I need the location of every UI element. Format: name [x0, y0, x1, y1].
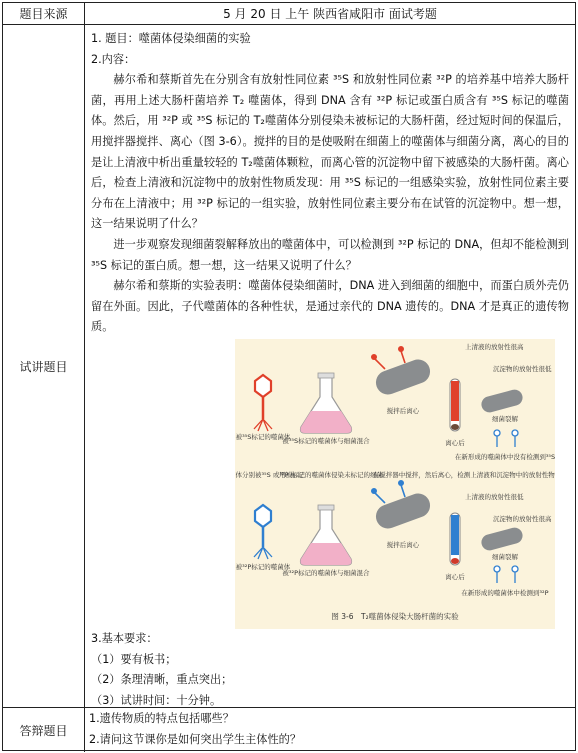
bottom-tube-label: 离心后: [445, 573, 465, 581]
content-label: 2.内容：: [91, 52, 136, 66]
bottom-supernatant-label: 上清液的放射性很低: [465, 493, 524, 501]
bottom-offspring-label: 在新形成的噬菌体中检测到³²P: [461, 589, 549, 597]
requirement-item: （2）条理清晰，重点突出；: [91, 673, 233, 687]
bottom-blend-label: 搅拌后离心: [386, 541, 420, 549]
experiment-figure: [235, 339, 555, 629]
top-blend-label: 搅拌后离心: [386, 407, 420, 415]
bottom-sediment-label: 沉淀物的放射性很高: [493, 515, 552, 523]
trial-row: [3, 25, 575, 708]
middle-mid-label: 用被标记的噬菌体侵染未标记的细菌: [279, 471, 383, 479]
centrifuge-tube-icon: [450, 513, 460, 565]
topic-title: 1. 题目：噬菌体侵染细菌的实验: [91, 32, 251, 45]
bottom-flask-label: 被³²P标记的噬菌体与细菌混合: [282, 569, 370, 577]
trial-content-cell: [85, 25, 575, 707]
top-supernatant-label: 上清液的放射性很高: [465, 343, 524, 351]
defense-question: 2.请问这节课你是如何突出学生主体性的？: [89, 732, 302, 746]
figure-caption: 图 3-6 T₂噬菌体侵染大肠杆菌的实验: [331, 612, 459, 621]
source-row: [3, 3, 575, 25]
defense-question: 1.遗传物质的特点包括哪些？: [89, 712, 234, 725]
middle-right-label: 在搅拌器中搅拌，然后离心，检测上清液和沉淀物中的放射性物质: [372, 471, 555, 479]
paragraph: 赫尔希和蔡斯的实验表明：噬菌体侵染细菌时，DNA 进入到细菌的细胞中，而蛋白质外壳仍留在外面。因此，子代噬菌体的各种性状，是通过亲代的 DNA 遗传的。DNA 才是真正的遗传物质。: [91, 279, 569, 334]
middle-left-label: 体分别被³⁵S 或³²P 标记: [235, 471, 304, 479]
centrifuge-tube-icon: [450, 379, 460, 431]
requirement-item: （3）试讲时间：十分钟。: [91, 693, 222, 707]
requirements-label: 3.基本要求：: [91, 632, 158, 645]
top-lysis-label: 细菌裂解: [492, 415, 518, 423]
paragraph: 赫尔希和蔡斯首先在分别含有放射性同位素 ³⁵S 和放射性同位素 ³²P 的培养基中培养大肠杆菌，再用上述大肠杆菌培养 T₂ 噬菌体，得到 DNA 含有 ³²P 标记或蛋白质含有 ³⁵S 标记的噬菌体。然后，用 ³²P 或 ³⁵S 标记的 T₂噬菌体分别侵染未被标记的大肠杆菌，经过短时间的保温后，用搅拌器搅拌、离心（图 3-6）。搅拌的目的是使吸附在细菌上的噬菌体与细菌分离，离心的目的是让上清液中析出重量较轻的 T₂噬菌体颗粒，而离心管的沉淀物中留下被感染的大肠杆菌。离心后，检查上清液和沉淀物中的放射性物质发现：用 ³⁵S 标记的一组感染实验，放射性同位素主要分布在上清液中；用 ³²P 标记的一组实验，放射性同位素主要分布在试管的沉淀物中。想一想，这一结果说明了什么？: [91, 73, 569, 231]
trial-label: 试讲题目: [3, 25, 85, 707]
requirement-item: （1）要有板书；: [91, 652, 177, 666]
defense-label: 答辩题目: [3, 708, 85, 752]
source-label: 题目来源: [3, 3, 85, 24]
defense-content-cell: [85, 708, 575, 752]
trial-content: [91, 29, 569, 338]
top-tube-label: 离心后: [445, 439, 465, 447]
defense-row: [3, 708, 575, 752]
defense-questions: [89, 709, 301, 750]
top-sediment-label: 沉淀物的放射性很低: [493, 365, 552, 373]
figure-svg: [235, 339, 555, 629]
top-offspring-label: 在新形成的噬菌体中没有检测到³⁵S: [454, 453, 555, 461]
bottom-phage-label: 被³²P标记的噬菌体: [235, 563, 291, 571]
bottom-lysis-label: 细菌裂解: [492, 553, 518, 561]
requirements: [91, 629, 232, 711]
top-phage-label: 被³⁵S标记的噬菌体: [235, 433, 291, 441]
source-value: 5 月 20 日 上午 陕西省咸阳市 面试考题: [223, 7, 437, 21]
top-flask-label: 被³⁵S标记的噬菌体与细菌混合: [282, 437, 370, 445]
paragraph: 进一步观察发现细菌裂解释放出的噬菌体中，可以检测到 ³²P 标记的 DNA，但却不能检测到 ³⁵S 标记的蛋白质。想一想，这一结果又说明了什么？: [91, 237, 569, 272]
exam-sheet: [2, 2, 576, 751]
